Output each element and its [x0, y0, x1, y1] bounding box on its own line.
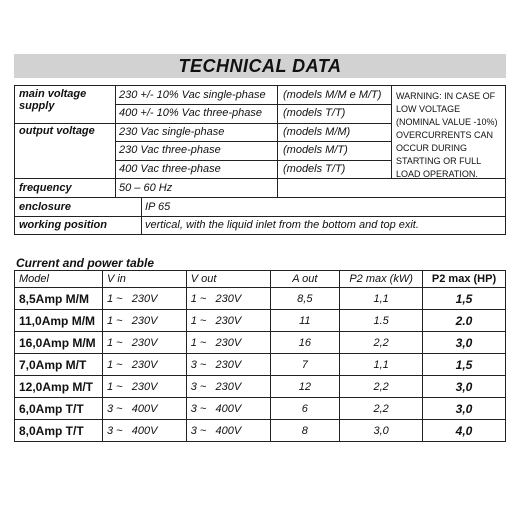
row-divider — [115, 123, 391, 124]
vout-cell: 1 ~ 230V — [186, 332, 270, 354]
kw-cell: 1,1 — [340, 288, 423, 310]
header-cell: A out — [270, 271, 340, 288]
aout-cell: 16 — [270, 332, 340, 354]
page-title: TECHNICAL DATA — [178, 55, 342, 76]
table-row — [15, 376, 506, 398]
warning-line: OCCUR DURING — [396, 143, 467, 153]
aout-cell: 11 — [270, 310, 340, 332]
row-divider — [115, 141, 391, 142]
model-cell: 6,0Amp T/T — [15, 398, 103, 420]
warning-line: LOAD OPERATION. — [396, 169, 478, 179]
row-divider — [15, 123, 115, 124]
table-row — [15, 332, 506, 354]
vout-cell: 3 ~ 230V — [186, 354, 270, 376]
header-cell: P2 max (kW) — [340, 271, 423, 288]
kw-cell: 2,2 — [340, 376, 423, 398]
kw-cell: 1,1 — [340, 354, 423, 376]
hp-cell: 2.0 — [423, 310, 506, 332]
header-cell: V out — [186, 271, 270, 288]
mv2-value: 400 +/- 10% Vac three-phase — [119, 107, 262, 119]
vin-cell: 1 ~ 230V — [102, 376, 186, 398]
vout-cell: 1 ~ 230V — [186, 310, 270, 332]
main-voltage-label-2: supply — [19, 100, 55, 112]
row-divider — [15, 197, 505, 198]
technical-data-table — [14, 85, 506, 235]
enclosure-value: IP 65 — [145, 201, 171, 213]
aout-cell: 6 — [270, 398, 340, 420]
hp-cell: 1,5 — [423, 354, 506, 376]
vin-cell: 1 ~ 230V — [102, 310, 186, 332]
col-divider — [141, 197, 142, 235]
main-voltage-label: main voltage — [19, 88, 87, 100]
warning-line: OVERCURRENTS CAN — [396, 130, 494, 140]
enclosure-label: enclosure — [19, 201, 71, 213]
hp-cell: 3,0 — [423, 398, 506, 420]
warning-line: LOW VOLTAGE — [396, 104, 461, 114]
header-cell: P2 max (HP) — [423, 271, 506, 288]
aout-cell: 12 — [270, 376, 340, 398]
kw-cell: 3,0 — [340, 420, 423, 442]
model-cell: 11,0Amp M/M — [15, 310, 103, 332]
vout-cell: 3 ~ 400V — [186, 398, 270, 420]
vin-cell: 3 ~ 400V — [102, 420, 186, 442]
mv1-model: (models M/M e M/T) — [283, 89, 382, 101]
hp-cell: 4,0 — [423, 420, 506, 442]
current-power-title: Current and power table — [16, 256, 155, 270]
warning-line: STARTING OR FULL — [396, 156, 482, 166]
table-header-row — [15, 271, 506, 288]
model-cell: 12,0Amp M/T — [15, 376, 103, 398]
ov3-model: (models T/T) — [283, 163, 346, 175]
current-power-table — [14, 270, 506, 442]
kw-cell: 1.5 — [340, 310, 423, 332]
hp-cell: 3,0 — [423, 376, 506, 398]
table-row — [15, 354, 506, 376]
mv1-value: 230 +/- 10% Vac single-phase — [119, 89, 266, 101]
frequency-label: frequency — [19, 182, 72, 194]
output-voltage-label: output voltage — [19, 125, 95, 137]
vin-cell: 1 ~ 230V — [102, 332, 186, 354]
model-cell: 8,5Amp M/M — [15, 288, 103, 310]
vout-cell: 3 ~ 400V — [186, 420, 270, 442]
kw-cell: 2,2 — [340, 332, 423, 354]
ov2-model: (models M/T) — [283, 144, 348, 156]
col-divider — [115, 86, 116, 197]
vin-cell: 1 ~ 230V — [102, 288, 186, 310]
ov1-model: (models M/M) — [283, 126, 351, 138]
aout-cell: 7 — [270, 354, 340, 376]
warning-line: (NOMINAL VALUE -10%) — [396, 117, 498, 127]
aout-cell: 8 — [270, 420, 340, 442]
title-bar — [14, 54, 506, 78]
vin-cell: 1 ~ 230V — [102, 354, 186, 376]
table-row — [15, 398, 506, 420]
warning-line: WARNING: IN CASE OF — [396, 91, 496, 101]
vout-cell: 3 ~ 230V — [186, 376, 270, 398]
col-divider — [277, 86, 278, 178]
col-divider — [391, 86, 392, 178]
working-position-label: working position — [19, 219, 107, 231]
model-cell: 7,0Amp M/T — [15, 354, 103, 376]
model-cell: 16,0Amp M/M — [15, 332, 103, 354]
model-cell: 8,0Amp T/T — [15, 420, 103, 442]
ov1-value: 230 Vac single-phase — [119, 126, 225, 138]
frequency-value: 50 – 60 Hz — [119, 182, 173, 194]
hp-cell: 1,5 — [423, 288, 506, 310]
hp-cell: 3,0 — [423, 332, 506, 354]
mv2-model: (models T/T) — [283, 107, 346, 119]
row-divider — [15, 216, 505, 217]
table-row — [15, 288, 506, 310]
table-row — [15, 420, 506, 442]
ov3-value: 400 Vac three-phase — [119, 163, 221, 175]
col-divider — [277, 178, 278, 197]
ov2-value: 230 Vac three-phase — [119, 144, 221, 156]
aout-cell: 8,5 — [270, 288, 340, 310]
warning-note — [396, 90, 498, 181]
row-divider — [115, 160, 391, 161]
vout-cell: 1 ~ 230V — [186, 288, 270, 310]
header-cell: V in — [102, 271, 186, 288]
table-row — [15, 310, 506, 332]
working-position-value: vertical, with the liquid inlet from the bottom and top exit. — [145, 219, 419, 231]
kw-cell: 2,2 — [340, 398, 423, 420]
header-cell: Model — [15, 271, 103, 288]
vin-cell: 3 ~ 400V — [102, 398, 186, 420]
row-divider — [115, 104, 391, 105]
